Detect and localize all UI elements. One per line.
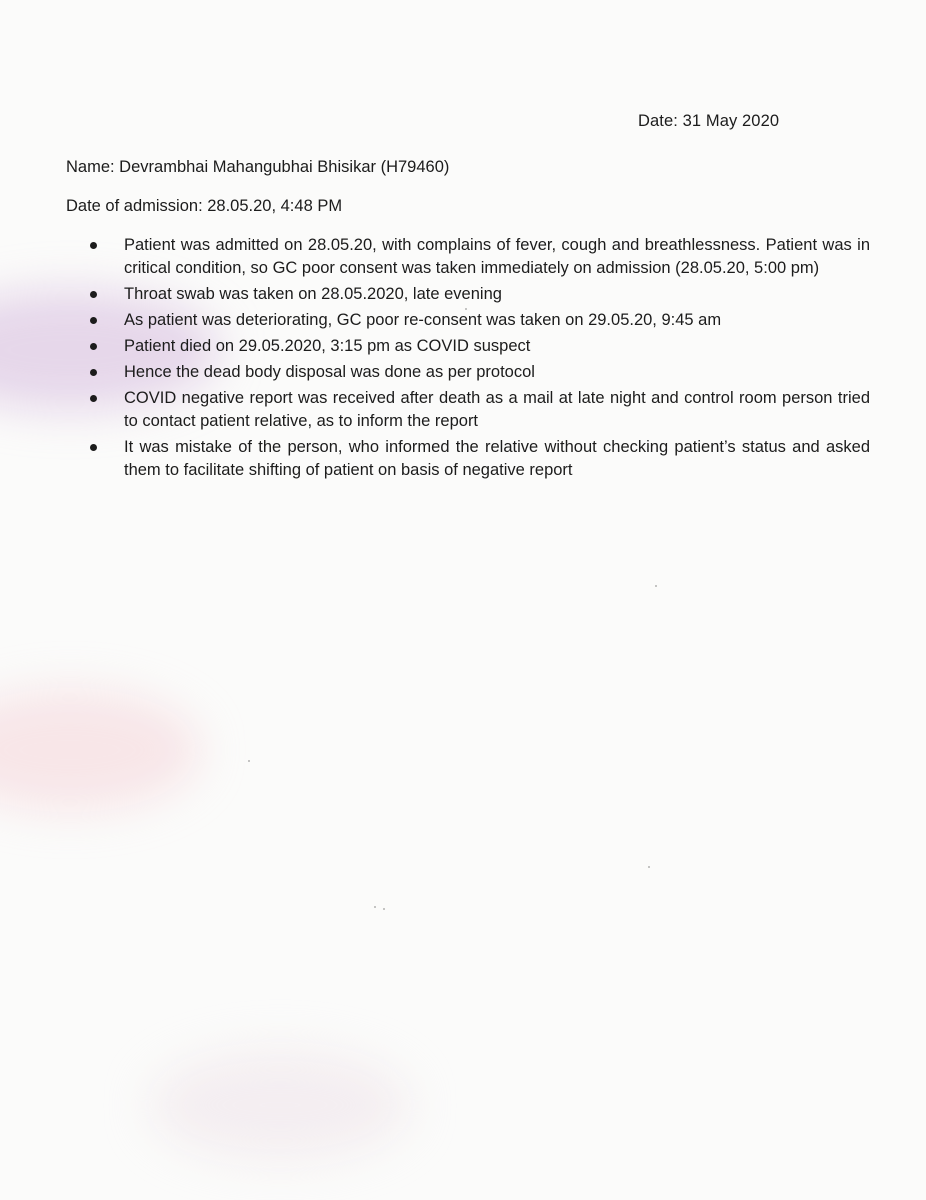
list-item-text: As patient was deteriorating, GC poor re-consent was taken on 29.05.20, 9:45 am: [124, 311, 722, 329]
list-item: [90, 387, 870, 433]
list-item-text: Patient was admitted on 28.05.20, with complains of fever, cough and breathlessness. Patient was in critical condition, so GC poor consent was taken immediately on admission (28.05.20, 5:00 pm): [124, 236, 870, 277]
bullet-icon: [90, 444, 97, 451]
bullet-icon: [90, 242, 97, 249]
list-item: [90, 283, 870, 306]
list-item: [90, 309, 870, 332]
list-item: [90, 234, 870, 280]
bullet-icon: [90, 395, 97, 402]
list-item-text: COVID negative report was received after death as a mail at late night and control room person tried to contact patient relative, as to inform the report: [124, 389, 870, 430]
list-item-text: Patient died on 29.05.2020, 3:15 pm as COVID suspect: [124, 337, 531, 355]
list-item-text: It was mistake of the person, who informed the relative without checking patient’s status and asked them to facilitate shifting of patient on basis of negative report: [124, 438, 870, 479]
list-item: [90, 335, 870, 358]
document-date: Date: 31 May 2020: [638, 112, 780, 130]
list-item: [90, 361, 870, 384]
list-item-text: Hence the dead body disposal was done as per protocol: [124, 363, 535, 381]
list-item: [90, 436, 870, 482]
bullet-icon: [90, 317, 97, 324]
paper-speck: [383, 908, 385, 910]
paper-smudge: [0, 690, 200, 810]
admission-date: Date of admission: 28.05.20, 4:48 PM: [66, 197, 343, 215]
paper-speck: [655, 585, 657, 587]
paper-speck: [648, 866, 650, 868]
bullet-icon: [90, 343, 97, 350]
paper-speck: [374, 906, 376, 908]
bullet-icon: [90, 291, 97, 298]
event-list: [90, 234, 870, 485]
paper-speck: [248, 760, 250, 762]
paper-smudge: [150, 1050, 410, 1160]
patient-name: Name: Devrambhai Mahangubhai Bhisikar (H79460): [66, 158, 450, 176]
paper-speck: [465, 308, 467, 310]
bullet-icon: [90, 369, 97, 376]
list-item-text: Throat swab was taken on 28.05.2020, late evening: [124, 285, 502, 303]
